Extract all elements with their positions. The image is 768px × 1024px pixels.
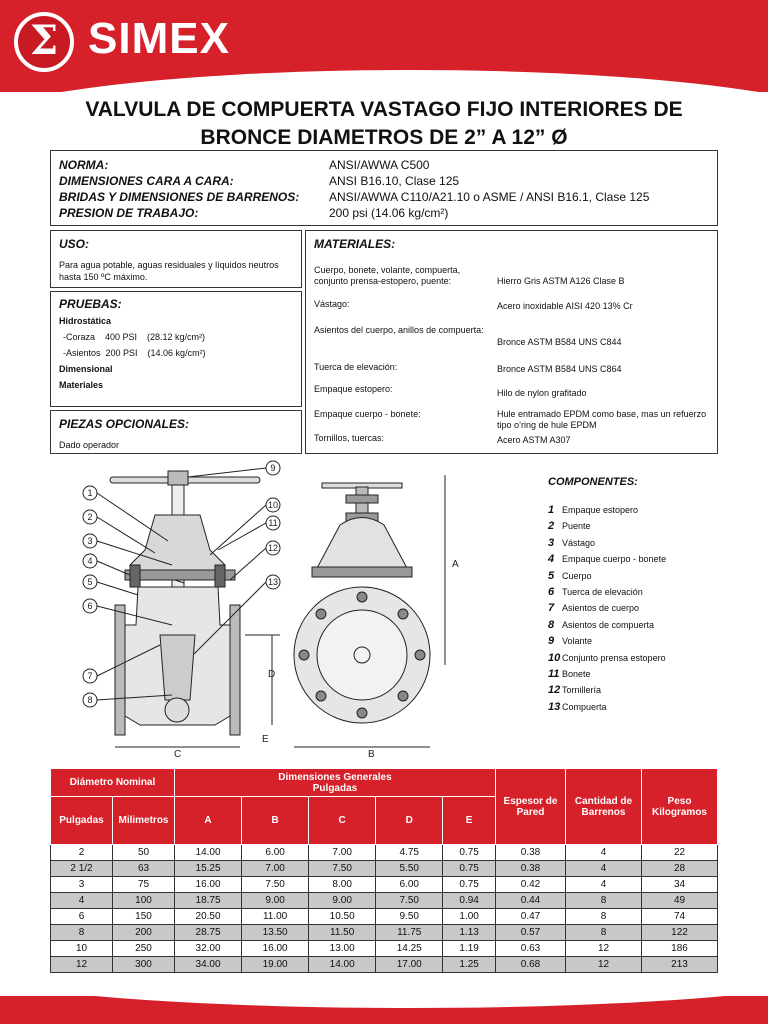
table-cell: 22 xyxy=(642,845,718,861)
table-cell: 0.44 xyxy=(496,893,566,909)
table-cell: 28 xyxy=(642,861,718,877)
component-number: 3 xyxy=(548,536,555,549)
list-item xyxy=(548,650,748,666)
component-number: 1 xyxy=(548,504,555,516)
footer-swoosh xyxy=(0,996,768,1008)
table-cell: 49 xyxy=(642,893,718,909)
table-cell: 14.00 xyxy=(309,957,376,973)
table-cell: 8 xyxy=(566,925,642,941)
table-cell: 300 xyxy=(113,957,175,973)
table-row xyxy=(51,877,718,893)
material-spec: Bronce ASTM B584 UNS C864 xyxy=(497,364,622,374)
front-view xyxy=(294,475,445,747)
table-cell: 4.75 xyxy=(376,845,443,861)
component-number: 7 xyxy=(548,602,555,615)
list-item xyxy=(548,699,748,715)
header-e: E xyxy=(443,797,496,845)
table-cell: 0.63 xyxy=(496,941,566,957)
pruebas-heading: PRUEBAS: xyxy=(59,297,122,311)
header-swoosh xyxy=(0,70,768,92)
table-cell: 13.50 xyxy=(242,925,309,941)
component-name: Conjunto prensa estopero xyxy=(562,652,666,663)
table-cell: 17.00 xyxy=(376,957,443,973)
table-cell: 7.00 xyxy=(309,845,376,861)
pruebas-box xyxy=(50,291,302,407)
dim-b-label: B xyxy=(368,749,375,760)
table-cell: 10.50 xyxy=(309,909,376,925)
table-cell: 0.47 xyxy=(496,909,566,925)
component-number: 9 xyxy=(548,635,555,648)
table-cell: 4 xyxy=(566,877,642,893)
material-part: Empaque estopero: xyxy=(314,384,393,394)
component-name: Puente xyxy=(562,521,591,532)
material-spec: Bronce ASTM B584 UNS C844 xyxy=(497,337,622,347)
valve-drawing xyxy=(60,455,480,765)
list-item xyxy=(548,584,748,600)
header-b: B xyxy=(242,797,309,845)
table-cell: 12 xyxy=(566,941,642,957)
component-number: 5 xyxy=(548,569,555,582)
component-number: 8 xyxy=(548,618,555,631)
callout-9: 9 xyxy=(270,463,276,473)
dim-e-label: E xyxy=(262,734,269,745)
table-cell: 1.25 xyxy=(443,957,496,973)
spec-value: ANSI/AWWA C110/A21.10 o ASME / ANSI B16.1, Clase 125 xyxy=(329,190,650,204)
table-cell: 0.38 xyxy=(496,861,566,877)
callout-12: 12 xyxy=(267,543,279,553)
table-cell: 100 xyxy=(113,893,175,909)
componentes-heading: COMPONENTES: xyxy=(548,476,638,488)
table-cell: 1.00 xyxy=(443,909,496,925)
material-part: Tuerca de elevación: xyxy=(314,362,398,372)
list-item xyxy=(548,633,748,649)
header-milimetros: Milimetros xyxy=(113,797,175,845)
spec-value: 200 psi (14.06 kg/cm²) xyxy=(329,206,449,220)
spec-key: NORMA: xyxy=(59,158,109,172)
spec-box xyxy=(50,150,718,226)
table-cell: 13.00 xyxy=(309,941,376,957)
component-name: Empaque estopero xyxy=(562,505,639,515)
table-cell: 16.00 xyxy=(175,877,242,893)
table-cell: 6.00 xyxy=(242,845,309,861)
materiales-box xyxy=(305,230,718,454)
uso-box xyxy=(50,230,302,288)
component-number: 10 xyxy=(548,651,561,664)
material-part: Tornillos, tuercas: xyxy=(314,433,385,443)
dimensions-table xyxy=(50,768,718,973)
material-part: Empaque cuerpo - bonete: xyxy=(314,409,421,419)
callout-1: 1 xyxy=(87,488,93,498)
table-cell: 5.50 xyxy=(376,861,443,877)
component-number: 13 xyxy=(548,700,561,713)
header-espesor: Espesor de Pared xyxy=(496,769,566,845)
list-item xyxy=(548,666,748,682)
component-name: Compuerta xyxy=(562,701,607,712)
list-item xyxy=(548,502,748,518)
component-number: 2 xyxy=(548,520,555,533)
opcionales-text: Dado operador xyxy=(59,440,120,450)
table-cell: 0.68 xyxy=(496,957,566,973)
spec-row xyxy=(59,205,709,221)
header-band xyxy=(0,0,768,92)
table-cell: 9.50 xyxy=(376,909,443,925)
table-cell: 6 xyxy=(51,909,113,925)
table-cell: 18.75 xyxy=(175,893,242,909)
table-cell: 122 xyxy=(642,925,718,941)
pruebas-materiales: Materiales xyxy=(59,380,104,390)
header-peso: Peso Kilogramos xyxy=(642,769,718,845)
material-spec: Acero inoxidable AISI 420 13% Cr xyxy=(497,301,633,311)
table-cell: 32.00 xyxy=(175,941,242,957)
componentes-list xyxy=(548,476,748,715)
table-cell: 12 xyxy=(566,957,642,973)
spec-key: BRIDAS Y DIMENSIONES DE BARRENOS: xyxy=(59,190,300,204)
footer-band xyxy=(0,996,768,1024)
component-name: Empaque cuerpo - bonete xyxy=(562,554,667,565)
pruebas-dimensional: Dimensional xyxy=(59,364,113,374)
table-cell: 14.00 xyxy=(175,845,242,861)
table-cell: 3 xyxy=(51,877,113,893)
table-cell: 4 xyxy=(566,861,642,877)
opcionales-heading: PIEZAS OPCIONALES: xyxy=(59,417,190,431)
table-cell: 213 xyxy=(642,957,718,973)
callout-7: 7 xyxy=(87,671,93,681)
spec-value: ANSI/AWWA C500 xyxy=(329,158,430,172)
table-cell: 74 xyxy=(642,909,718,925)
table-cell: 2 xyxy=(51,845,113,861)
component-name: Bonete xyxy=(562,669,591,680)
callout-2: 2 xyxy=(87,512,93,522)
table-cell: 0.75 xyxy=(443,845,496,861)
table-cell: 34.00 xyxy=(175,957,242,973)
table-cell: 4 xyxy=(51,893,113,909)
callout-4: 4 xyxy=(87,556,93,566)
table-cell: 7.50 xyxy=(376,893,443,909)
table-cell: 0.94 xyxy=(443,893,496,909)
table-cell: 15.25 xyxy=(175,861,242,877)
table-cell: 186 xyxy=(642,941,718,957)
table-cell: 0.57 xyxy=(496,925,566,941)
spec-row xyxy=(59,173,709,189)
table-row xyxy=(51,893,718,909)
brand-name: SIMEX xyxy=(88,14,230,63)
list-item xyxy=(548,551,748,567)
header-dimensiones xyxy=(175,769,496,797)
table-cell: 10 xyxy=(51,941,113,957)
pruebas-hidrostatica: Hidrostática xyxy=(59,316,112,326)
table-cell: 8 xyxy=(51,925,113,941)
pruebas-coraza: -Coraza 400 PSI (28.12 kg/cm²) xyxy=(63,332,206,342)
callout-13: 13 xyxy=(267,577,279,587)
table-row xyxy=(51,845,718,861)
material-spec: Acero ASTM A307 xyxy=(497,435,571,445)
table-cell: 150 xyxy=(113,909,175,925)
list-item xyxy=(548,600,748,616)
table-cell: 0.75 xyxy=(443,877,496,893)
logo-sigma-icon: Σ xyxy=(14,12,74,72)
table-cell: 0.42 xyxy=(496,877,566,893)
table-cell: 14.25 xyxy=(376,941,443,957)
table-cell: 28.75 xyxy=(175,925,242,941)
table-cell: 11.00 xyxy=(242,909,309,925)
header-c: C xyxy=(309,797,376,845)
callout-10: 10 xyxy=(267,500,279,510)
pruebas-asientos: -Asientos 200 PSI (14.06 kg/cm²) xyxy=(63,348,206,358)
component-name: Volante xyxy=(562,636,593,647)
side-section-view xyxy=(110,471,280,747)
callout-8: 8 xyxy=(87,695,93,705)
header-dims-unit: Pulgadas xyxy=(312,782,358,794)
component-number: 11 xyxy=(548,668,560,681)
header-a: A xyxy=(175,797,242,845)
table-cell: 50 xyxy=(113,845,175,861)
material-spec: Hierro Gris ASTM A126 Clase B xyxy=(497,276,625,286)
opcionales-box xyxy=(50,410,302,454)
table-cell: 2 1/2 xyxy=(51,861,113,877)
component-name: Tuerca de elevación xyxy=(562,587,643,598)
spec-key: DIMENSIONES CARA A CARA: xyxy=(59,174,234,188)
table-cell: 6.00 xyxy=(376,877,443,893)
table-cell: 200 xyxy=(113,925,175,941)
table-cell: 0.38 xyxy=(496,845,566,861)
table-cell: 11.50 xyxy=(309,925,376,941)
table-cell: 20.50 xyxy=(175,909,242,925)
callout-11: 11 xyxy=(268,518,278,528)
table-cell: 1.19 xyxy=(443,941,496,957)
table-cell: 9.00 xyxy=(242,893,309,909)
callout-3: 3 xyxy=(87,536,93,546)
component-number: 12 xyxy=(548,684,561,697)
header-dims-title: Dimensiones Generales xyxy=(278,771,392,783)
table-cell: 8 xyxy=(566,909,642,925)
material-spec: Hule entramado EPDM como base, mas un refuerzo tipo o’ring de hule EPDM xyxy=(497,409,707,430)
table-row xyxy=(51,861,718,877)
list-item xyxy=(548,535,748,551)
table-cell: 4 xyxy=(566,845,642,861)
materiales-heading: MATERIALES: xyxy=(314,237,396,251)
material-part: Vástago: xyxy=(314,299,350,309)
dim-c-label: C xyxy=(174,749,182,760)
component-number: 6 xyxy=(548,586,555,599)
table-row xyxy=(51,941,718,957)
table-cell: 0.75 xyxy=(443,861,496,877)
spec-row xyxy=(59,157,709,173)
table-row xyxy=(51,957,718,973)
table-cell: 8 xyxy=(566,893,642,909)
component-name: Asientos de cuerpo xyxy=(562,603,640,614)
table-cell: 16.00 xyxy=(242,941,309,957)
spec-key: PRESION DE TRABAJO: xyxy=(59,206,199,220)
table-cell: 9.00 xyxy=(309,893,376,909)
title-line-2: BRONCE DIAMETROS DE 2” A 12” Ø xyxy=(200,126,568,149)
callout-6: 6 xyxy=(87,601,93,611)
spec-row xyxy=(59,189,709,205)
dim-a-label: A xyxy=(452,559,459,570)
header-diametro: Diámetro Nominal xyxy=(51,769,175,797)
callout-5: 5 xyxy=(87,577,93,587)
table-cell: 7.50 xyxy=(309,861,376,877)
list-item xyxy=(548,568,748,584)
list-item xyxy=(548,682,748,698)
table-cell: 75 xyxy=(113,877,175,893)
component-name: Tornillería xyxy=(562,685,602,696)
table-cell: 34 xyxy=(642,877,718,893)
table-cell: 8.00 xyxy=(309,877,376,893)
table-cell: 7.00 xyxy=(242,861,309,877)
list-item xyxy=(548,617,748,633)
table-cell: 11.75 xyxy=(376,925,443,941)
list-item xyxy=(548,518,748,534)
component-name: Vástago xyxy=(562,537,596,548)
table-row xyxy=(51,909,718,925)
title-line-1: VALVULA DE COMPUERTA VASTAGO FIJO INTERIORES DE xyxy=(85,98,683,121)
table-cell: 63 xyxy=(113,861,175,877)
table-cell: 1.13 xyxy=(443,925,496,941)
header-d: D xyxy=(376,797,443,845)
table-cell: 250 xyxy=(113,941,175,957)
dim-d-label: D xyxy=(268,669,276,680)
material-part: Cuerpo, bonete, volante, compuerta, conjunto prensa-estopero, puente: xyxy=(314,265,461,286)
uso-text: Para agua potable, aguas residuales y líquidos neutros hasta 150 ºC máximo. xyxy=(59,260,279,282)
material-spec: Hilo de nylon grafitado xyxy=(497,388,587,398)
header-pulgadas: Pulgadas xyxy=(51,797,113,845)
component-name: Cuerpo xyxy=(562,570,592,581)
component-number: 4 xyxy=(548,553,555,566)
table-row xyxy=(51,925,718,941)
header-barrenos: Cantidad de Barrenos xyxy=(566,769,642,845)
table-cell: 19.00 xyxy=(242,957,309,973)
component-name: Asientos de compuerta xyxy=(562,619,655,630)
page-title xyxy=(40,96,728,152)
table-cell: 12 xyxy=(51,957,113,973)
table-body xyxy=(51,845,718,973)
spec-value: ANSI B16.10, Clase 125 xyxy=(329,174,460,188)
uso-heading: USO: xyxy=(59,237,89,251)
table-cell: 7.50 xyxy=(242,877,309,893)
material-part: Asientos del cuerpo, anillos de compuerta: xyxy=(314,325,484,335)
